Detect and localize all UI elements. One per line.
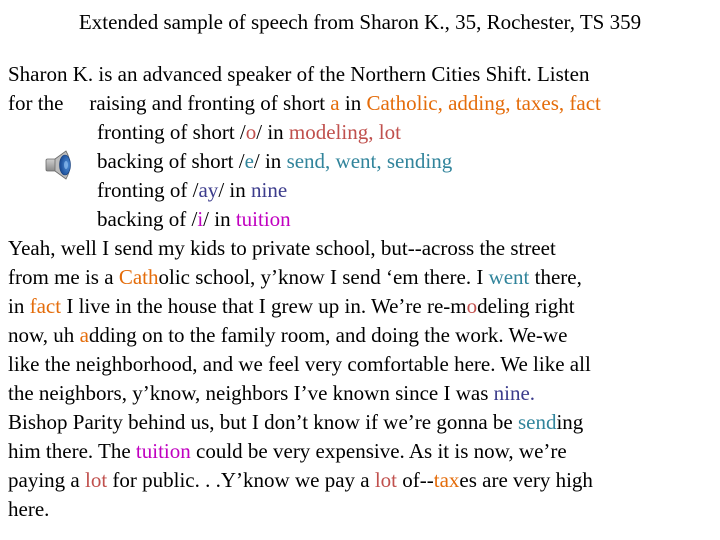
highlight-catholic: Cath (118, 265, 159, 289)
feature-vowel: i (197, 207, 204, 231)
feature-label: raising and fronting of short (89, 91, 331, 115)
feature-in: in (339, 91, 367, 115)
transcript-text: es are very high (459, 468, 593, 492)
feature-vowel: o (245, 120, 257, 144)
highlight-lot: lot (84, 468, 108, 492)
transcript-text: in (8, 294, 30, 318)
transcript-line (8, 495, 714, 524)
feature-label: backing of / (97, 207, 198, 231)
transcript-text: ing (556, 410, 584, 434)
highlight-tuition: tuition (135, 439, 191, 463)
highlight-lot: lot (374, 468, 398, 492)
feature-line (8, 118, 714, 147)
transcript-text: could be very expensive. As it is now, we’re (190, 439, 567, 463)
feature-in: / in (203, 207, 236, 231)
transcript-line (8, 408, 714, 437)
transcript-text: like the neighborhood, and we feel very comfortable here. We like all (8, 352, 591, 376)
page-title: Extended sample of speech from Sharon K., 35, Rochester, TS 359 (78, 10, 642, 34)
transcript-text: now, uh (8, 323, 80, 347)
speech-sample-text (8, 60, 714, 524)
highlight-sending: send (517, 410, 557, 434)
transcript-line (8, 263, 714, 292)
transcript-line (8, 321, 714, 350)
feature-vowel: e (244, 149, 254, 173)
intro-prefix: for the (8, 91, 64, 115)
feature-words: tuition (235, 207, 291, 231)
transcript-text: Yeah, well I send my kids to private school, but--across the street (8, 236, 556, 260)
transcript-text: the neighbors, y’know, neighbors I’ve known since I was (8, 381, 494, 405)
transcript-line (8, 379, 714, 408)
transcript-line (8, 234, 714, 263)
highlight-nine: nine. (493, 381, 536, 405)
feature-line (8, 176, 714, 205)
highlight-modeling: o (466, 294, 478, 318)
transcript-text: for public. . .Y’know we pay a (107, 468, 375, 492)
transcript-text: deling right (477, 294, 575, 318)
transcript-text: I live in the house that I grew up in. We’re re-m (61, 294, 467, 318)
intro-text: Sharon K. is an advanced speaker of the Northern Cities Shift. Listen (8, 62, 590, 86)
intro-line-2 (8, 89, 714, 118)
transcript-text: here. (8, 497, 50, 521)
feature-in: / in (256, 120, 289, 144)
feature-words: modeling, lot (288, 120, 401, 144)
feature-line (8, 147, 714, 176)
highlight-taxes: tax (433, 468, 460, 492)
feature-in: / in (218, 178, 251, 202)
transcript-text: there, (529, 265, 582, 289)
feature-words: Catholic, adding, taxes, fact (366, 91, 601, 115)
transcript-text: paying a (8, 468, 85, 492)
transcript-text: olic school, y’know I send ‘em there. I (158, 265, 489, 289)
feature-label: fronting of / (97, 178, 199, 202)
feature-in: / in (253, 149, 287, 173)
feature-words: send, went, sending (286, 149, 453, 173)
feature-label: fronting of short / (97, 120, 246, 144)
feature-vowel: ay (198, 178, 219, 202)
intro-line-1 (8, 60, 714, 89)
transcript-line (8, 292, 714, 321)
transcript-text: Bishop Parity behind us, but I don’t know if we’re gonna be (8, 410, 518, 434)
transcript-text: him there. The (8, 439, 136, 463)
transcript-line (8, 350, 714, 379)
feature-vowel: a (330, 91, 340, 115)
highlight-went: went (488, 265, 530, 289)
transcript-line (8, 466, 714, 495)
highlight-fact: fact (29, 294, 62, 318)
transcript-line (8, 437, 714, 466)
feature-line (8, 205, 714, 234)
transcript-text: of-- (397, 468, 434, 492)
transcript-text: from me is a (8, 265, 119, 289)
highlight-adding: a (79, 323, 89, 347)
feature-words: nine (250, 178, 288, 202)
transcript-text: dding on to the family room, and doing the work. We-we (88, 323, 568, 347)
feature-label: backing of short / (97, 149, 245, 173)
